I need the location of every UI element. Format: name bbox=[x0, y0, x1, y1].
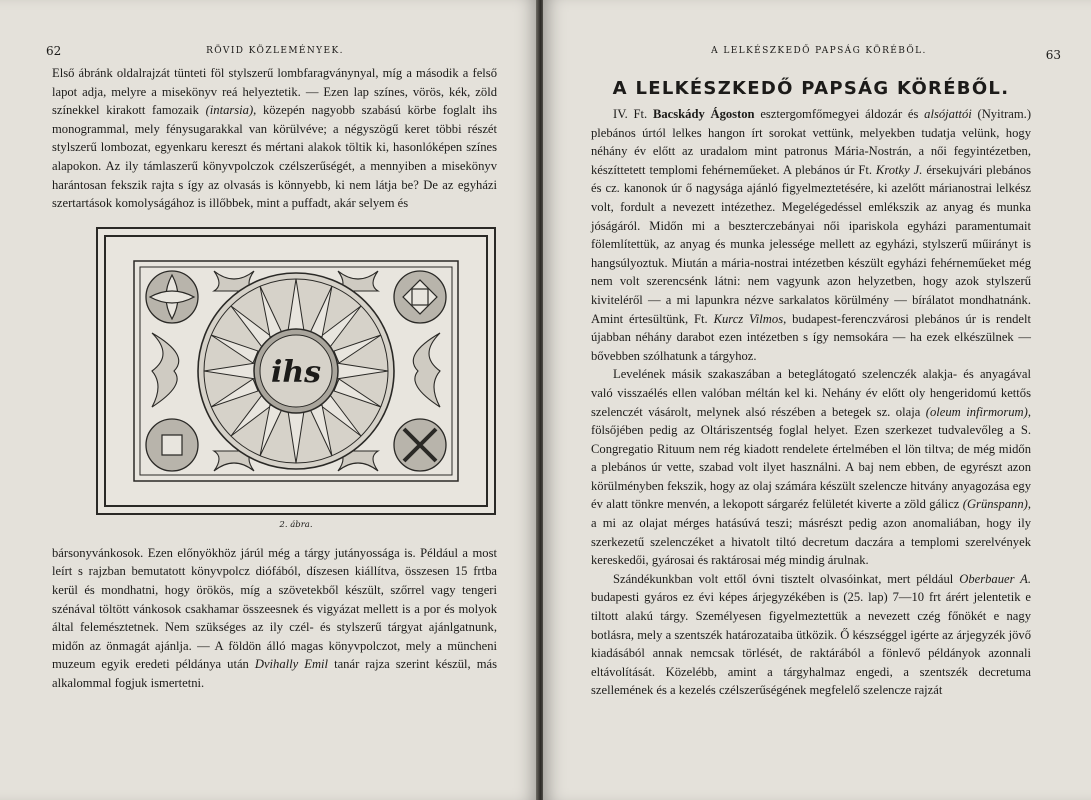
text-run: bársonyvánkosok. Ezen előnyökhöz járúl még a tárgy jutányossága is. Például a most leírt s rajzban bemutatott könyvpolcz diófából, díszesen kiállítva, összesen 15 frtba kerül és mondhatni, hogy örökös, míg a szövetekből készült, szőrrel vagy tengeri szénával töltött vánkosok csakhamar összeesnek és vigyázat mellett is a por és molyok által felemésztetnek. Nem szükséges az ily czél- és stylszerű tárgyat ajánlgatnunk, midőn az önmagát ajánlja. — A földön álló magas könyvpolczot, mely a müncheni muzeum egyik eredeti példánya után bbox=[52, 545, 497, 672]
right-page-header bbox=[591, 42, 1061, 64]
book-rest-top-panel-drawing bbox=[96, 227, 496, 515]
left-paragraph-top bbox=[52, 64, 497, 213]
right-page-number: 63 bbox=[1045, 48, 1061, 62]
left-page-number: 62 bbox=[46, 44, 62, 58]
right-paragraph-2 bbox=[591, 365, 1031, 570]
left-paragraph-bottom bbox=[52, 544, 497, 693]
text-run: Első ábránk oldalrajzát tünteti föl stylszerű lombfaragványnyal, míg a második a felső lapot adja, melyre a misekönyv reá helyeztetik. — Ezen lap színes, vörös, kék, zöld színekkel kirakott famozaik bbox=[52, 66, 497, 118]
text-run: , budapest-ferenczvárosi plebános úr is rendelt újabban néhány darabot ezen intézetben s így nemsokára — ha ezek elkészülnek — bővebben szólhatunk a tárgyhoz. bbox=[591, 311, 1032, 363]
text-run: , közepén nagyobb szabású körbe foglalt ihs monogrammal, mely fénysugarakkal van körülvéve; a négyszögű keret többi részét stylszerű lombozat, egyenkaru kereszt és mértani alakok töltik ki, hasonlóképen színes alapokon. Az ily támlaszerű könyvpolczok czélszerűségét, a mennyiben a misekönyv harántosan fekszik rajta s így az olvasás is könnyebb, ki nem látja be? De az egyházi szertartások komolyságához is illőbbek, mint a puffadt, akár selyem és bbox=[52, 103, 498, 211]
text-run-italic: (Grünspann) bbox=[962, 497, 1028, 512]
text-run-italic: alsójattói bbox=[924, 107, 972, 121]
text-run: budapesti gyáros ez évi képes árjegyzékében is (25. lap) 7—10 frt árért jelentetik e tiltott alakú tárgy. Személyesen figyelmeztettük a nevezett czég főnökét e nagy botlásra, mely a szentszék határozataiba ütközik. Ő készséggel igérte az árjegyzék jövő kiadásából annak nemcsak törlését, de raktárából a fönlevő példányok azonnali eltávolítását. Közelébb, amint a tárgyhalmaz engedi, a szentszék decretuma szellemének és a kezelés czélszerűségének megfelelő szelencze rajzát bbox=[591, 590, 1031, 698]
text-run-bold: Bacskády Ágoston bbox=[652, 107, 755, 121]
text-run-italic: Kurcz Vilmos bbox=[713, 311, 784, 326]
text-run-italic: Dvihally Emil bbox=[254, 657, 329, 672]
text-run: (Nyitram.) plebános úrtól lelkes hangon írt sorokat vettünk, melyekben tudatja velünk, hogy néhány év előtt az uradalom mint patronus Mária-Nostrán, a női fegyintézetben, készíttetett templomi fehérneműeket. A plebános úr Ft. bbox=[591, 107, 1032, 177]
text-run: esztergomfőmegyei áldozár és bbox=[754, 107, 925, 121]
text-run-italic: Oberbauer A. bbox=[959, 571, 1031, 586]
text-run-italic: (oleum infirmorum) bbox=[925, 404, 1028, 419]
ihs-monogram: ihs bbox=[270, 354, 322, 390]
text-run: , fölsőjében pedig az Oltáriszentség foglal helyet. Ezen szerkezet tudvalevőleg a S. Congregatio Rituum nem rég kiadott rendelete értelmében el lön tiltva; de még midőn a plebános úr vette, szabad volt ilyet használni. A baj nem ebben, de egyrészt azon körülményben fekszik, hogy az olaj számára készült szelencze hitvány anyagozása egy év alatt tönkre menvén, a lekopott sárgaréz felületét kiverte a zöld gálicz bbox=[591, 404, 1031, 512]
text-run: Szándékunkban volt ettől óvni tisztelt olvasóinkat, mert például bbox=[613, 571, 960, 586]
left-page bbox=[0, 0, 538, 800]
article-title: A LELKÉSZKEDŐ PAPSÁG KÖRÉBŐL. bbox=[612, 78, 1010, 99]
right-running-head: A LELKÉSZKEDŐ PAPSÁG KÖRÉBŐL. bbox=[711, 46, 927, 56]
right-paragraph-3 bbox=[591, 570, 1031, 700]
right-paragraph-1 bbox=[591, 105, 1031, 365]
text-run: Levelének másik szakaszában a beteglátogató szelenczék alakja- és anyagával való visszaélés ellen valóban méltán kel ki. Nehány év előtt oly hengeridomú kettős szelenczét vásárolt, melynek alsó részében a betegek sz. olaja bbox=[591, 367, 1031, 419]
text-run: IV. Ft. bbox=[613, 107, 653, 121]
text-run: tanár rajza szerint készül, más alkalommal fogjuk ismertetni. bbox=[52, 657, 497, 690]
right-page bbox=[543, 0, 1091, 800]
text-run-italic: (intarsia) bbox=[205, 103, 254, 118]
left-page-header bbox=[46, 42, 498, 64]
figure-2 bbox=[96, 227, 496, 530]
left-running-head: RÖVID KÖZLEMÉNYEK. bbox=[206, 46, 344, 56]
text-run-italic: Krotky J. bbox=[875, 162, 923, 177]
text-run: , a mi az olajat mérges hatásúvá teszi; másrészt pedig azon anomaliában, hogy ily szerkezetű szelenczéket a hivatolt tiltó decretum daczára a templomi szerelvények kereskedői, gyárosai és raktárosai még mindig árulnak. bbox=[591, 497, 1031, 568]
ornament-illustration bbox=[104, 235, 488, 507]
figure-caption: 2. ábra. bbox=[279, 519, 313, 530]
text-run: érsekujvári plebános és cz. kanonok úr ő nagysága ajánló figyelmeztetésére, ki azelőtt márianostrai lelkész volt, fordult a nevezett intézethez. Megelégedéssel emlékszik az anyag és munka jóságáról. Midőn mi a beszterczebányai női ipariskola egyházi paramentumait fölemlítettük, az anyag és munka jelessége mellett az egyházi, stylszerű műirányt is hangsúlyoztuk. Miután a mária-nostrai intézetben készült egyházi fehérneműeket még nem volt szerencsénk látni: nem vagyunk azon helyzetben, hogy azok stylszerű kiviteléről — a mi lapunkra nézve sarkalatos körülmény — bírálatot mondhatnánk. Amint értesültünk, Ft. bbox=[591, 162, 1031, 326]
